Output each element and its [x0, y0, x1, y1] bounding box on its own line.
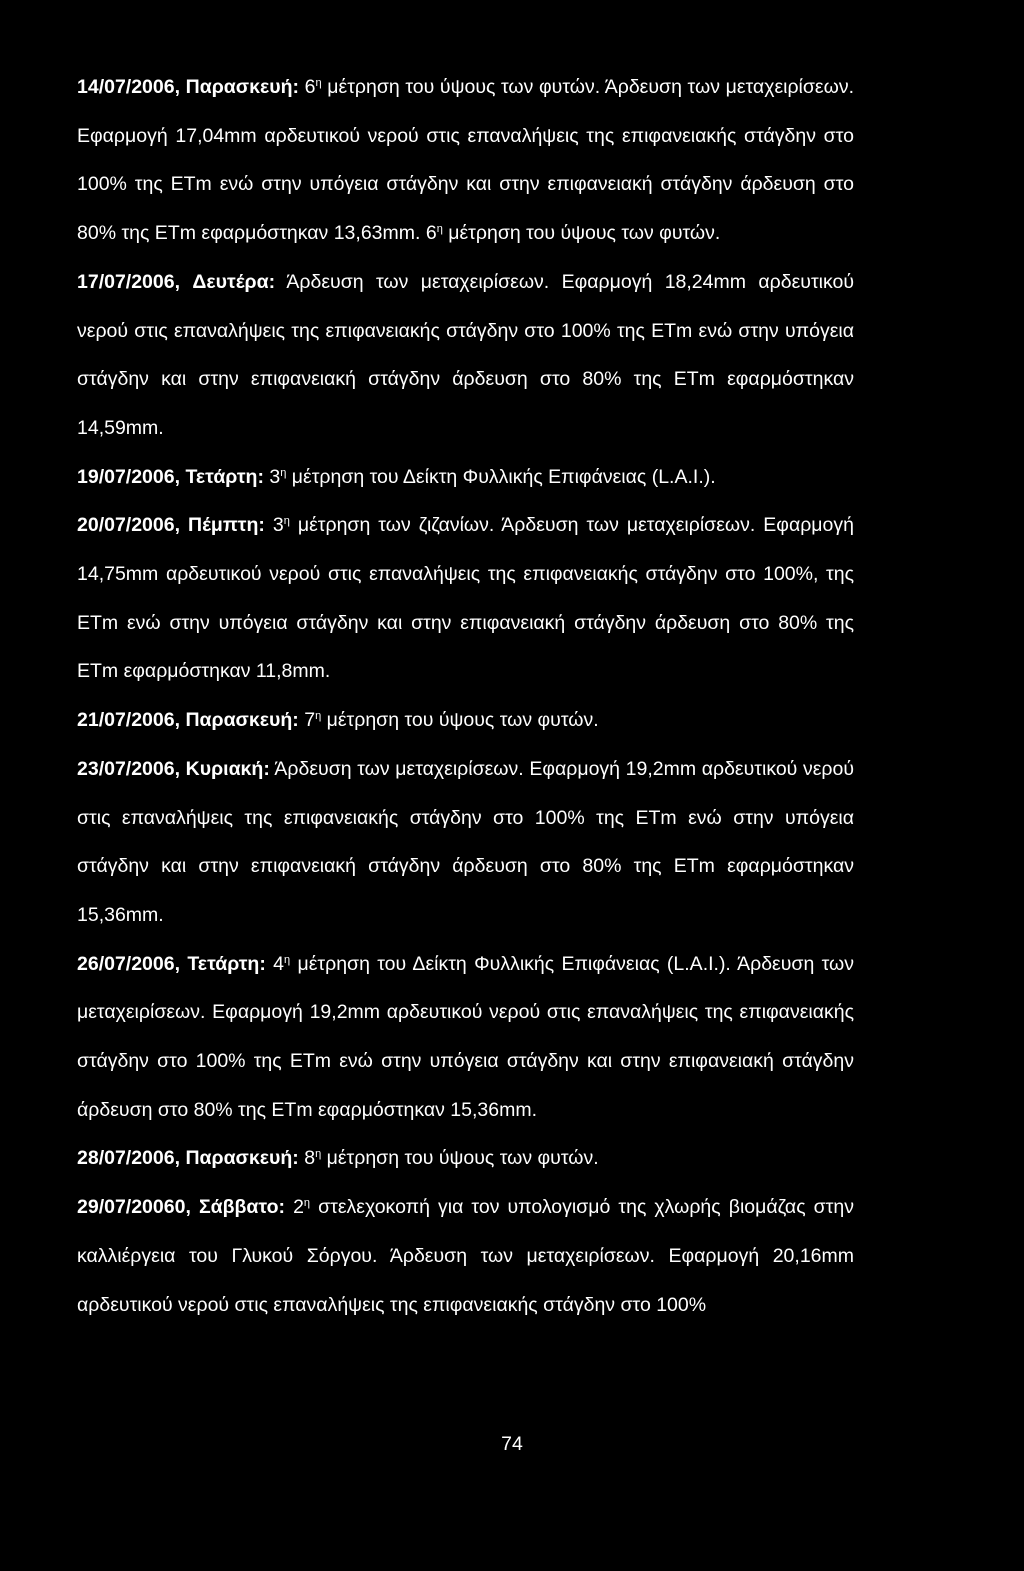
entry-day: Δευτέρα:	[192, 270, 276, 293]
entry-text: μέτρηση του Δείκτη Φυλλικής Επιφάνειας (L.A.I.). Άρδευση των μεταχειρίσεων. Εφαρμογή 19,2mm αρδευτικού νερού στις επαναλήψεις της επιφανειακής στάγδην στο 100% της ETm ενώ στην υπόγεια στάγδην και στην επιφανειακή στάγδην άρδευση στο 80% της ETm εφαρμόστηκαν 15,36mm.	[77, 952, 855, 1121]
entry-date: 20/07/2006,	[77, 514, 181, 537]
entry-day: Παρασκευή:	[185, 709, 299, 732]
entry-text: μέτρηση του ύψους των φυτών.	[326, 709, 599, 732]
entry-day: Τετάρτη:	[187, 952, 266, 975]
ordinal-suffix: η	[315, 77, 322, 89]
ordinal-suffix: η	[315, 710, 322, 723]
ordinal-number: 8	[304, 1147, 316, 1170]
entry-text: μέτρηση του ύψους των φυτών.	[326, 1147, 599, 1170]
log-entry-21-07	[77, 696, 854, 745]
ordinal-number: 6	[304, 76, 316, 98]
ordinal-suffix: η	[436, 223, 443, 236]
entry-text: μέτρηση του Δείκτη Φυλλικής Επιφάνειας (L.A.I.).	[291, 465, 716, 488]
entry-date: 14/07/2006,	[77, 76, 181, 98]
ordinal-number: 7	[304, 709, 316, 732]
entry-text-continued: μέτρηση του ύψους των φυτών.	[448, 222, 721, 245]
entry-day: Παρασκευή:	[185, 1147, 299, 1170]
log-entry-19-07	[77, 453, 854, 502]
entry-text: Άρδευση των μεταχειρίσεων. Εφαρμογή 18,24mm αρδευτικού νερού στις επαναλήψεις της επιφανειακής στάγδην στο 100% της ETm ενώ στην υπόγεια στάγδην και στην επιφανειακή στάγδην άρδευση στο 80% της ETm εφαρμόστηκαν 14,59mm.	[77, 270, 854, 439]
entry-day: Σάββατο:	[198, 1196, 285, 1219]
ordinal-suffix: η	[303, 1197, 311, 1210]
entry-date: 17/07/2006,	[77, 270, 181, 293]
entry-text: Άρδευση των μεταχειρίσεων. Εφαρμογή 19,2mm αρδευτικού νερού στις επαναλήψεις της επιφανειακής στάγδην στο 100% της ETm ενώ στην υπόγεια στάγδην και στην επιφανειακή στάγδην άρδευση στο 80% της ETm εφαρμόστηκαν 15,36mm.	[77, 757, 855, 926]
ordinal-suffix: η	[315, 1148, 322, 1161]
ordinal-number: 2	[293, 1196, 304, 1219]
ordinal-number: 6	[425, 222, 437, 245]
entry-date: 28/07/2006,	[77, 1147, 181, 1170]
log-entry-28-07	[77, 1134, 854, 1183]
ordinal-number: 4	[273, 952, 285, 975]
entry-date: 26/07/2006,	[77, 952, 181, 975]
entry-day: Πέμπτη:	[188, 514, 265, 537]
entry-date: 21/07/2006,	[77, 709, 181, 732]
log-entry-17-07	[77, 258, 854, 453]
ordinal-number: 3	[272, 514, 284, 537]
page-number: 74	[501, 1433, 523, 1455]
entry-date: 29/07/20060,	[77, 1196, 191, 1219]
ordinal-suffix: η	[284, 953, 291, 966]
entry-day: Κυριακή:	[185, 757, 270, 780]
ordinal-number: 3	[269, 465, 281, 488]
entry-text: στελεχοκοπή για τον υπολογισμό της χλωρής βιομάζας στην καλλιέργεια του Γλυκού Σόργου. Άρδευση των μεταχειρίσεων. Εφαρμογή 20,16mm αρδευτικού νερού στις επαναλήψεις της επιφανειακής στάγδην στο 100%	[77, 1196, 855, 1316]
entry-text: μέτρηση του ύψους των φυτών. Άρδευση των μεταχειρίσεων. Εφαρμογή 17,04mm αρδευτικού νερού στις επαναλήψεις της επιφανειακής στάγδην στο 100% της ETm ενώ στην υπόγεια στάγδην και στην επιφανειακή στάγδην άρδευση στο 80% της ETm εφαρμόστηκαν 13,63mm.	[77, 76, 855, 245]
log-entry-29-07	[77, 1183, 854, 1329]
entry-text: μέτρηση των ζιζανίων. Άρδευση των μεταχειρίσεων. Εφαρμογή 14,75mm αρδευτικού νερού στις επαναλήψεις της επιφανειακής στάγδην στο 100%, της ETm ενώ στην υπόγεια στάγδην και στην επιφανειακή στάγδην άρδευση στο 80% της ETm εφαρμόστηκαν 11,8mm.	[77, 514, 854, 683]
log-entry-14-07	[77, 63, 854, 258]
ordinal-suffix: η	[280, 466, 287, 479]
log-entry-23-07	[77, 745, 854, 940]
ordinal-suffix: η	[283, 515, 290, 528]
entry-day: Παρασκευή:	[185, 76, 299, 98]
log-entry-20-07	[77, 501, 854, 696]
document-body	[77, 63, 854, 1329]
entry-date: 23/07/2006,	[77, 757, 181, 780]
log-entry-26-07	[77, 940, 854, 1135]
entry-day: Τετάρτη:	[185, 465, 264, 488]
entry-date: 19/07/2006,	[77, 465, 181, 488]
